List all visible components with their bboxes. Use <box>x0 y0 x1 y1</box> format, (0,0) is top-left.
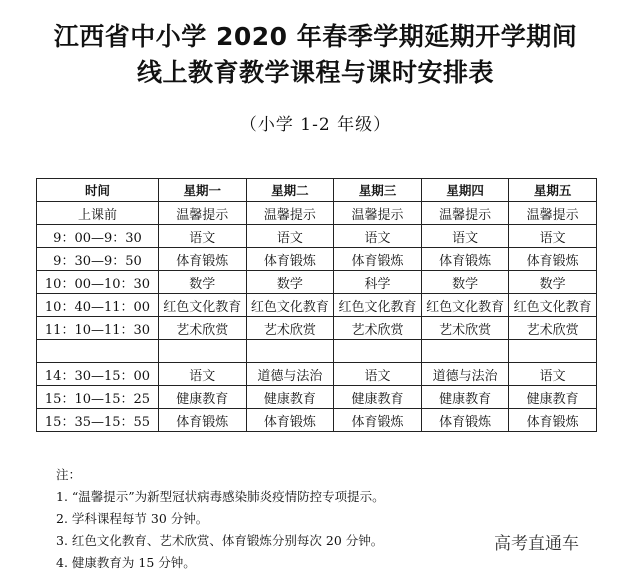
course-cell: 健康教育 <box>421 386 509 409</box>
time-cell: 11：10—11：30 <box>37 317 159 340</box>
course-cell: 语文 <box>334 225 422 248</box>
course-cell: 体育锻炼 <box>246 409 334 432</box>
time-cell: 10：40—11：00 <box>37 294 159 317</box>
course-cell: 温馨提示 <box>421 202 509 225</box>
course-cell: 道德与法治 <box>246 363 334 386</box>
time-cell: 14：30—15：00 <box>37 363 159 386</box>
table-row <box>37 386 597 409</box>
course-cell: 数学 <box>159 271 247 294</box>
table-header-row <box>37 179 597 202</box>
course-cell: 温馨提示 <box>159 202 247 225</box>
course-cell: 语文 <box>246 225 334 248</box>
course-cell: 体育锻炼 <box>246 248 334 271</box>
course-cell: 红色文化教育 <box>159 294 247 317</box>
course-cell: 语文 <box>421 225 509 248</box>
course-cell: 艺术欣赏 <box>421 317 509 340</box>
course-cell: 红色文化教育 <box>421 294 509 317</box>
document-subtitle: （小学 1-2 年级） <box>239 115 392 135</box>
header-wednesday: 星期三 <box>334 179 422 202</box>
course-cell: 体育锻炼 <box>421 248 509 271</box>
course-cell: 体育锻炼 <box>334 248 422 271</box>
course-cell: 道德与法治 <box>421 363 509 386</box>
course-cell: 艺术欣赏 <box>509 317 597 340</box>
time-cell: 9：00—9：30 <box>37 225 159 248</box>
time-cell: 上课前 <box>37 202 159 225</box>
course-cell <box>334 340 422 363</box>
course-cell: 体育锻炼 <box>159 409 247 432</box>
course-cell <box>509 340 597 363</box>
table-row <box>37 271 597 294</box>
course-cell: 语文 <box>509 225 597 248</box>
course-cell: 语文 <box>334 363 422 386</box>
course-cell: 红色文化教育 <box>334 294 422 317</box>
header-friday: 星期五 <box>509 179 597 202</box>
course-cell: 艺术欣赏 <box>246 317 334 340</box>
course-cell: 温馨提示 <box>246 202 334 225</box>
note-item: 3. 红色文化教育、艺术欣赏、体育锻炼分别每次 20 分钟。 <box>56 533 384 548</box>
course-cell: 温馨提示 <box>334 202 422 225</box>
table-row <box>37 409 597 432</box>
table-row <box>37 363 597 386</box>
course-cell: 体育锻炼 <box>421 409 509 432</box>
course-cell: 红色文化教育 <box>246 294 334 317</box>
course-cell: 体育锻炼 <box>509 248 597 271</box>
course-cell: 健康教育 <box>334 386 422 409</box>
note-item: 2. 学科课程每节 30 分钟。 <box>56 511 209 526</box>
course-cell: 数学 <box>421 271 509 294</box>
header-tuesday: 星期二 <box>246 179 334 202</box>
table-row <box>37 202 597 225</box>
course-cell: 语文 <box>159 225 247 248</box>
schedule-body <box>37 202 597 432</box>
header-time: 时间 <box>37 179 159 202</box>
course-cell: 体育锻炼 <box>334 409 422 432</box>
table-row <box>37 317 597 340</box>
time-cell: 10：00—10：30 <box>37 271 159 294</box>
course-cell <box>421 340 509 363</box>
note-item: 1. “温馨提示”为新型冠状病毒感染肺炎疫情防控专项提示。 <box>56 489 385 504</box>
course-cell: 数学 <box>246 271 334 294</box>
course-cell: 数学 <box>509 271 597 294</box>
course-cell: 艺术欣赏 <box>334 317 422 340</box>
time-cell: 15：10—15：25 <box>37 386 159 409</box>
course-cell: 科学 <box>334 271 422 294</box>
table-row <box>37 225 597 248</box>
course-cell <box>246 340 334 363</box>
course-cell: 艺术欣赏 <box>159 317 247 340</box>
course-cell: 体育锻炼 <box>159 248 247 271</box>
course-cell: 健康教育 <box>509 386 597 409</box>
notes-label: 注： <box>56 467 82 482</box>
course-cell: 健康教育 <box>159 386 247 409</box>
table-row <box>37 340 597 363</box>
watermark-text: 高考直通车 <box>494 534 579 554</box>
document-title-line2: 线上教育教学课程与课时安排表 <box>136 58 494 87</box>
header-monday: 星期一 <box>159 179 247 202</box>
schedule-table <box>36 178 597 432</box>
course-cell: 健康教育 <box>246 386 334 409</box>
course-cell: 体育锻炼 <box>509 409 597 432</box>
notes-section <box>56 464 385 574</box>
table-row <box>37 294 597 317</box>
course-cell: 红色文化教育 <box>509 294 597 317</box>
table-row <box>37 248 597 271</box>
time-cell: 9：30—9：50 <box>37 248 159 271</box>
time-cell: 15：35—15：55 <box>37 409 159 432</box>
course-cell: 语文 <box>159 363 247 386</box>
course-cell <box>159 340 247 363</box>
note-item: 4. 健康教育为 15 分钟。 <box>56 555 196 570</box>
time-cell <box>37 340 159 363</box>
course-cell: 温馨提示 <box>509 202 597 225</box>
course-cell: 语文 <box>509 363 597 386</box>
document-title-line1: 江西省中小学 2020 年春季学期延期开学期间 <box>53 22 578 51</box>
header-thursday: 星期四 <box>421 179 509 202</box>
